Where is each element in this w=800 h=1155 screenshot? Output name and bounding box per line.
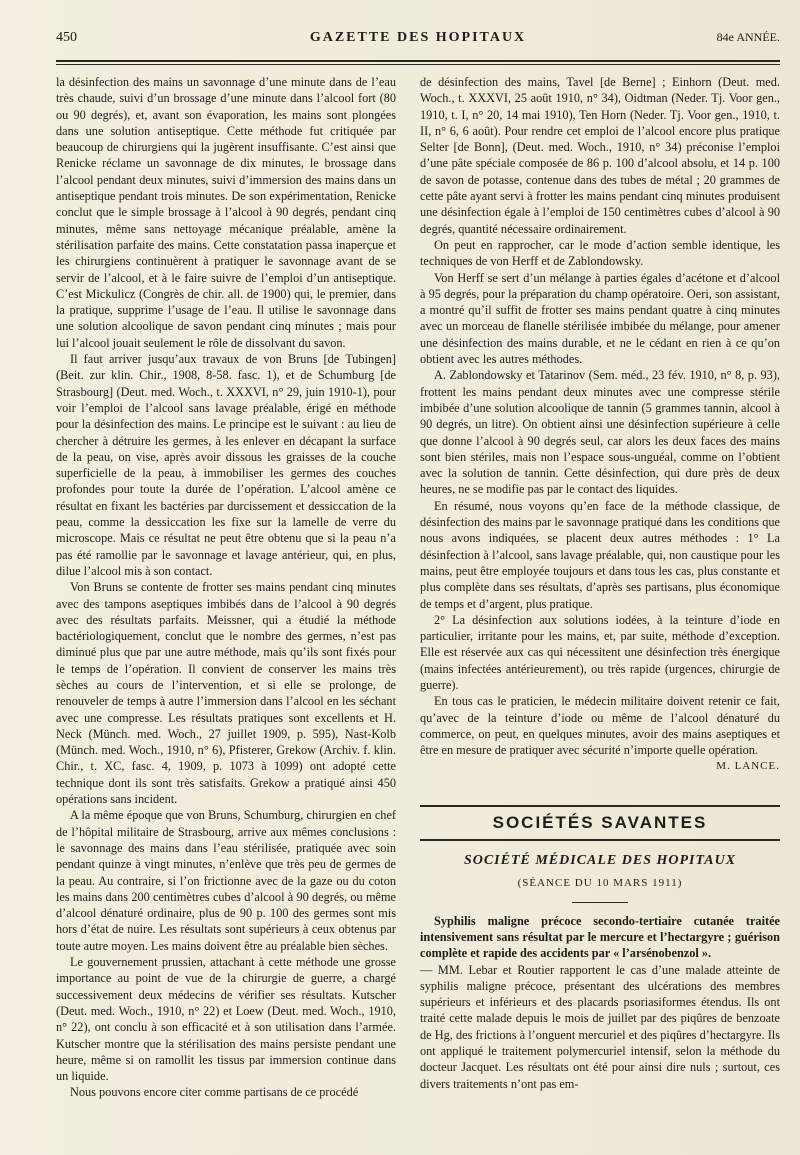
right-paragraph-1: de désinfection des mains, Tavel [de Berne] ; Einhorn (Deut. med. Woch., t. XXXVI, 25 août 1910, n° 34), Oidtman (Neder. Tj. Voor gen., 1910, t. I, n° 20, 14 mai 1910), Ten Horn (Neder. Tj. Voor gen., 1910, t. II, n° 6, 6 août). Pour rendre cet emploi de l’alcool encore plus pratique Selter [de Bonn], (Deut. med. Woch., 1910, n° 34) préconise l’emploi d’une pâte spéciale composée de 86 p. 100 d’alcool absolu, et 14 p. 100 de savon de potasse, contenue dans des tubes de métal ; 20 grammes de cette pâte ayant servi à frotter les mains pendant cinq minutes produisent une désinfection égale à l’emploi de 150 centimètres cubes d’alcool à 90 degrés, quantité nécessaire ordinairement. (420, 75, 780, 236)
right-paragraph-6: 2° La désinfection aux solutions iodées, à la teinture d’iode en particulier, irritante pour les mains, et, par suite, méthode d’exception. Elle est réservée aux cas qui nécessitent une désinfection très énergique (mains infectées antérieurement), ou très rapide (urgences, chirurgie de guerre). (420, 612, 780, 692)
author-signature: M. LANCE. (716, 760, 780, 773)
right-paragraph-3: Von Herff se sert d’un mélange à parties égales d’acétone et d’alcool à 95 degrés, pour la préparation du champ opératoire. Oeri, son assistant, a montré qu’il suffit de frotter ses mains pendant quatre à cinq minutes avec un morceau de flanelle stérilisée imbibée du mélange, pour amener une désinfection des mains durable, et ne le cédant en rien à ce qu’on obtient avec les autres méthodes. (420, 270, 780, 367)
year-label: 84e ANNÉE. (716, 30, 780, 44)
left-column (56, 74, 396, 1101)
subsection-title: SOCIÉTÉ MÉDICALE DES HOPITAUX (463, 853, 737, 869)
right-paragraph-5: En résumé, nous voyons qu’en face de la méthode classique, de désinfection des mains par le savonnage pratiqué dans les conditions que nous avons indiquées, se placent deux autres méthodes : 1° La désinfection à l’alcool, sans lavage préalable, qui, non caustique pour les mains, peut être employée toujours et dans tous les cas, plus constante et plus complète dans ses résultats, d’après ses partisans, plus économique de temps et d’argent, plus pratique. (420, 498, 780, 611)
right-paragraph-4: A. Zablondowsky et Tatarinov (Sem. méd., 23 fév. 1910, n° 8, p. 93), frottent les mains pendant deux minutes avec une compresse stérile imbibée d’une solution alcoolique de tannin (5 grammes tannin, alcool à 90 degrés, un litre). On obtient ainsi une désinfection supérieure à celle que donne l’alcool à 90 degrés seul, car alors les deux faces des mains sont bien stériles, mais non l’espace sous-unguéal, comme on l’obtient avec la solution de tannin. Cette désinfection, qui dure près de deux heures, ne se modifie pas par le contact des liquides. (420, 368, 780, 497)
left-paragraph-6: Nous pouvons encore citer comme partisans de ce procédé (70, 1085, 359, 1100)
left-paragraph-2: Il faut arriver jusqu’aux travaux de von Bruns [de Tubingen] (Beit. zur klin. Chir., 1908, 8-58. fasc. 1), et de Schumburg [de Strasbourg] (Deut. med. Woch., t. XXXVI, n° 29, juin 1910-1), pour voir l’emploi de l’alcool sans lavage préalable, érigé en méthode pour la désinfection des mains. Le principe est le suivant : au lieu de chercher à détruire les germes, à les enlever en décapant la surface de la peau, on vise, après avoir dissous les graisses de la couche superficielle de la peau, à immobiliser les germes des couches profondes pour toute la durée de l’opération. L’alcool amène ce résultat en fixant les bactéries par durcissement et dessiccation de la peau, comme la dessiccation les fixe sur la lamelle de verre du microscope. Mais ce résultat ne peut être obtenu que si la peau n’a pas été ramollie par le savonnage et lavage antérieur, qui, en plus, dilue l’alcool mis à son contact. (56, 352, 396, 578)
page-number: 450 (56, 30, 77, 45)
paper-body: — MM. Lebar et Routier rapportent le cas d’une malade atteinte de syphilis maligne précoce, présentant des ulcérations des membres supérieurs et inférieurs et des placards psoriasiformes étendus. Ils ont traité cette malade depuis le mois de juillet par des piqûres de benzoate de Hg, des frictions à l’onguent mercuriel et des piqûres d’hectargyre. Ils ont appliqué le traitement polymercuriel intensif, selon la méthode du docteur Jacquet. Les résultats ont été pour ainsi dire nuls ; surtout, ces divers traitements n’ont pas em- (420, 962, 780, 1091)
session-line: (SÉANCE DU 10 MARS 1911) (517, 877, 683, 890)
left-paragraph-5: Le gouvernement prussien, attachant à cette méthode une grosse importance au point de vue de la chirurgie de guerre, a chargé successivement deux médecins de vérifier ses résultats. Kutscher (Deut. med. Woch., 1910, n° 22) et Loew (Deut. med. Woch., 1910, n° 22), ont conclu à son efficacité et à son utilisation dans l’armée. Kutscher montre que la stérilisation des mains persiste pendant une heure, même si on ramollit les tissus par immersion continue dans un liquide. (56, 955, 396, 1084)
right-column (420, 74, 780, 1092)
left-paragraph-1: la désinfection des mains un savonnage d’une minute dans de l’eau très chaude, suivi d’un brossage d’une minute dans l’alcool fort (80 ou 90 degrés), et, avant son évaporation, les mains sont plongées dans une solution antiseptique. Cette méthode fut critiquée par beaucoup de chirurgiens qui la jugèrent insuffisante. C’est ainsi que Renicke réclame un savonnage de dix minutes, le brossage dans l’alcool pendant deux minutes, suivi d’immersion des mains dans un antiseptique pendant trois minutes. De son expérimentation, Renicke conclut que le simple brossage à l’alcool à 90 degrés, pendant cinq minutes, même sans nettoyage mécanique préalable, amène la stérilisation parfaite des mains. Cette constatation passa inaperçue et les chirurgiens continuèrent à pratiquer le savonnage avant de se servir de l’alcool, et à le faire suivre de l’emploi d’un antiseptique. C’est Mickulicz (Congrès de chir. all. de 1900) qui, le premier, dans la pratique, supprime l’usage de l’eau. Il utilise le savonnage dans une solution alcoolique de savon pendant cinq minutes ; mais pour lui l’alcool jouait seulement le rôle de dissolvant du savon. (56, 75, 396, 350)
right-paragraph-2: On peut en rapprocher, car le mode d’action semble identique, les techniques de von Herff et de Zablondowsky. (420, 237, 780, 269)
header-rule-thin (56, 64, 780, 65)
header-rule (56, 60, 780, 62)
right-paragraph-7: En tous cas le praticien, le médecin militaire doivent retenir ce fait, qu’avec de la teinture d’iode ou même de l’alcool dénaturé du commerce, on peut, en quelques minutes, avoir des mains aseptiques et être en mesure de pratiquer avec sécurité n’importe quelle opération. (420, 694, 780, 758)
short-rule (572, 902, 628, 903)
page-header (56, 30, 780, 52)
left-paragraph-4: A la même époque que von Bruns, Schumburg, chirurgien en chef de l’hôpital militaire de Strasbourg, arrive aux mêmes conclusions : le savonnage des mains dans l’eau stérilisée, pratiquée avec soin pendant quinze à vingt minutes, n’enlève que très peu de germes de la peau. Au contraire, si l’on frictionne avec de la gaze ou du coton les mains dans 200 centimètres cubes d’alcool à 90 degrés, ou même d’alcool dénaturé ordinaire, plus de 90 p. 100 des germes sont mis hors d’état de nuire. Les résultats sont supérieurs à ceux obtenus par toute autre moyen. Les mains doivent être au préalable bien sèches. (56, 808, 396, 953)
left-paragraph-3: Von Bruns se contente de frotter ses mains pendant cinq minutes avec des tampons aseptiques imbibés dans de l’alcool à 90 degrés avec des résultats parfaits. Meissner, qui a étudié la méthode bactériologiquement, conclut que le nombre des germes, n’est pas diminué plus que par une autre méthode, mais qu’ils sont fixés pour le temps de l’opération. Il convient de conserver les mains très sèches au cours de l’intervention, et si elle se prolonge, de renouveler de temps à autre l’immersion dans l’alcool en les séchant avec une compresse. Les résultats pratiques sont excellents et H. Neck (Münch. med. Woch., 27 juillet 1909, p. 595), Nast-Kolb (Münch. med. Woch., 1910, n° 6), Pfisterer, Grekow (Archiv. f. klin. Chir., t. XC, fasc. 4, 1909, p. 1073 à 1099) ont adopté cette technique dont ils sont très satisfaits. Grekow a pratiqué ainsi 450 opérations sans incident. (56, 580, 396, 807)
section-title: SOCIÉTÉS SAVANTES (420, 805, 780, 841)
paper-title: Syphilis maligne précoce secondo-tertiaire cutanée traitée intensivement sans résultat par le mercure et l’hectargyre ; guérison complète et rapide des accidents par « l’arsénobenzol ». (420, 913, 780, 961)
journal-title: GAZETTE DES HOPITAUX (309, 30, 527, 45)
